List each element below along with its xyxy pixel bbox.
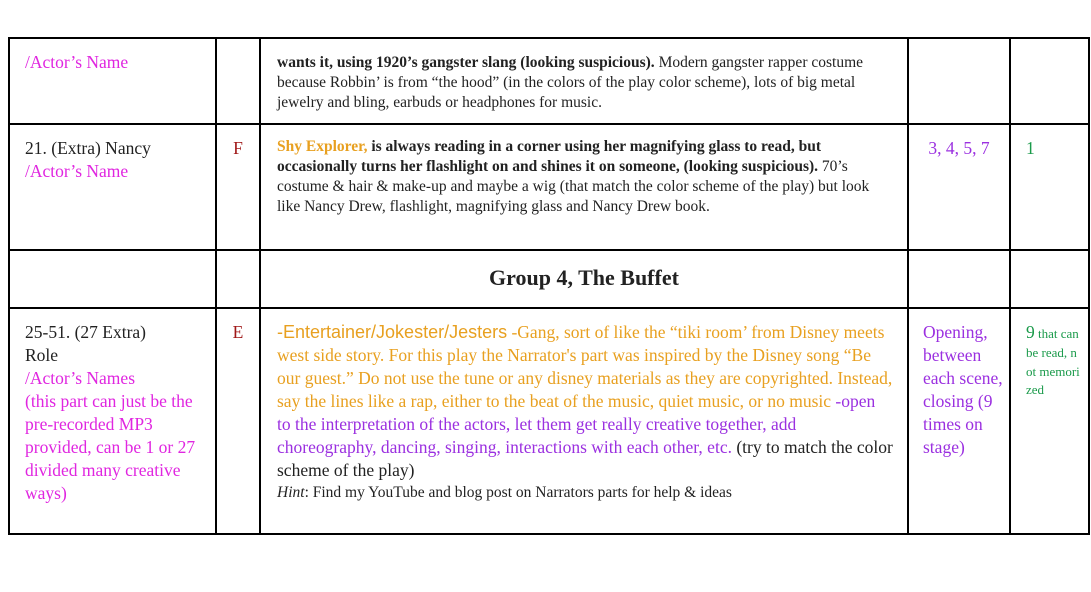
actor-name: /Actor’s Name: [25, 52, 129, 72]
line-count: 1: [1026, 138, 1035, 158]
role-title: Shy Explorer,: [277, 138, 368, 155]
description-orange: -Gang, sort of like the “tiki room’ from Disney meets west side story. For this play the Narrator's part was inspired by the Disney song “Be our guest.” Do not use the tune or any disney materials as they are copyrighted. Instead, say the lines like a rap, either to the beat of the music, quiet music, or no music: [277, 322, 893, 411]
scene-list: 3, 4, 5, 7: [928, 138, 990, 158]
description-bold: wants it, using 1920’s gangster slang (looking suspicious).: [277, 54, 655, 71]
table-row: [9, 250, 1089, 308]
table-row: [9, 308, 1089, 534]
table-row: [9, 124, 1089, 250]
hint-text: Hint: Find my YouTube and blog post on Narrators parts for help & ideas: [277, 484, 732, 501]
description-cell: [260, 38, 908, 124]
description-purple: -open to the interpretation of the actors, let them get really creative together, add choreography, dancing, singing, interactions with each other, etc.: [277, 391, 876, 457]
gender-code: E: [232, 322, 244, 342]
actor-name: /Actor’s Names: [25, 368, 135, 388]
gender-cell: [216, 124, 260, 250]
lines-cell: [1010, 124, 1089, 250]
actor-name: /Actor’s Name: [25, 161, 129, 181]
description-text: (try to match the color scheme of the play): [277, 437, 893, 480]
actor-note: (this part can just be the pre-recorded MP3 provided, can be 1 or 27 divided many creative ways): [25, 391, 196, 503]
gender-cell: [216, 308, 260, 534]
description-text: Modern gangster rapper costume because Robbin’ is from “the hood” (in the colors of the play color scheme), lots of big metal jewelry and bling, earbuds or headphones for music.: [277, 54, 864, 111]
description-cell: [260, 124, 908, 250]
role-cell: [9, 308, 216, 534]
scenes-cell: [908, 308, 1010, 534]
scenes-cell: [908, 124, 1010, 250]
role-name: 25-51. (27 Extra) Role: [25, 322, 147, 365]
line-count: 9 that can be read, not memorized: [1026, 322, 1080, 397]
scenes-cell: [908, 38, 1010, 124]
role-cell: [9, 124, 216, 250]
lines-cell: [1010, 308, 1089, 534]
description-cell: [260, 308, 908, 534]
description-bold: is always reading in a corner using her magnifying glass to read, but occasionally turns her flashlight on and shines it on someone, (looking suspicious).: [277, 138, 822, 175]
table-row: [9, 38, 1089, 124]
lines-cell: [1010, 38, 1089, 124]
role-name: 21. (Extra) Nancy: [25, 138, 151, 158]
group-title: Group 4, The Buffet: [489, 265, 679, 290]
gender-cell: [216, 38, 260, 124]
roles-table: [8, 37, 1090, 535]
description-text: 70’s costume & hair & make-up and maybe a wig (that match the color scheme of the play) but look like Nancy Drew, flashlight, magnifying glass and Nancy Drew book.: [277, 158, 870, 215]
scene-list: Opening, between each scene, closing (9 times on stage): [923, 322, 1003, 457]
role-cell: [9, 38, 216, 124]
role-title: -Entertainer/Jokester/Jesters: [277, 322, 508, 342]
gender-code: F: [233, 138, 243, 158]
